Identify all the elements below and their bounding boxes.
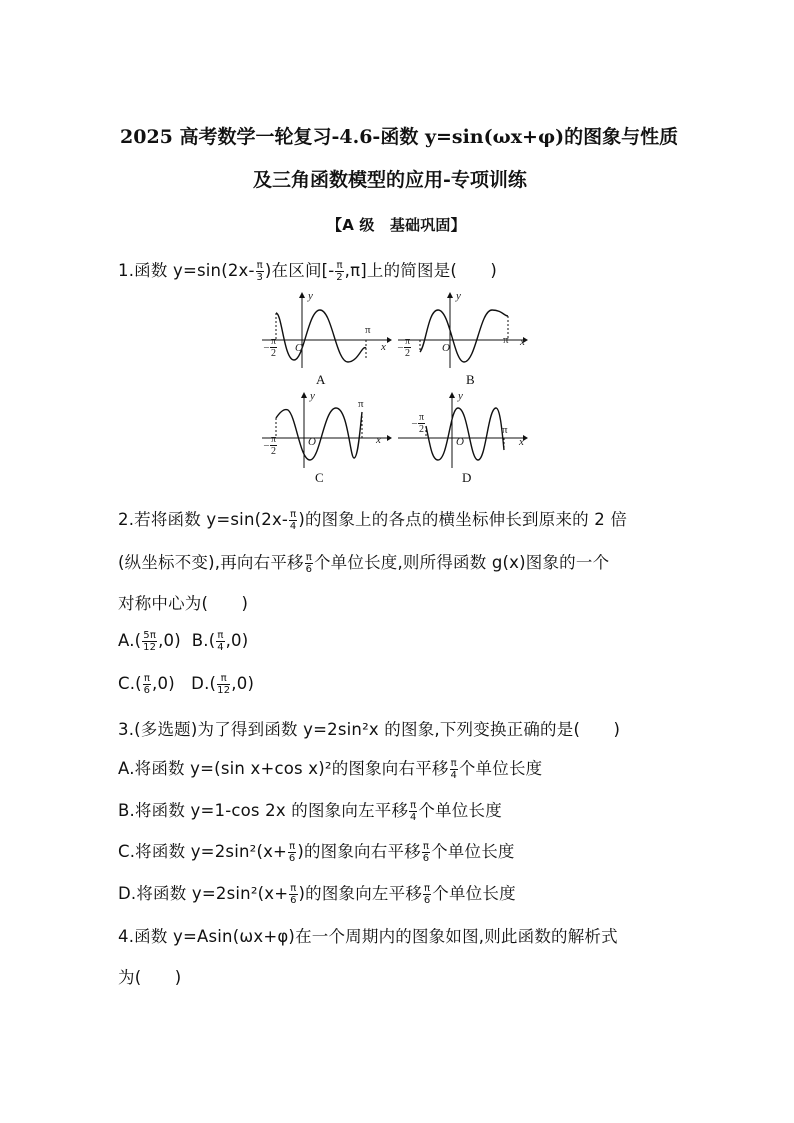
- x-label: x: [376, 434, 381, 446]
- curve: [276, 408, 362, 460]
- y-axis-arrow: [301, 392, 307, 398]
- question-2-options-ab: [118, 630, 248, 653]
- frac-num: π: [405, 336, 411, 347]
- frac-num: 5π: [143, 630, 157, 641]
- q1-text-pre: 1.函数 y=sin(2x-: [118, 261, 255, 280]
- frac-den: 6: [422, 853, 430, 864]
- frac-den: 3: [256, 272, 264, 283]
- frac-den: 2: [419, 424, 425, 435]
- y-label: y: [456, 290, 461, 302]
- question-4-line1: 4.函数 y=Asin(ωx+φ)在一个周期内的图象如图,则此函数的解析式: [118, 927, 618, 946]
- q1-text-mid: )在区间[-: [264, 261, 335, 280]
- question-2-options-cd: [118, 673, 254, 696]
- frac-num: π: [305, 552, 312, 563]
- graph-b: [398, 290, 528, 370]
- curve: [276, 310, 366, 362]
- opt-text: 个单位长度: [432, 884, 516, 903]
- graph-a-svg: [262, 290, 392, 370]
- fraction: [335, 260, 343, 283]
- frac-num: π: [290, 509, 297, 520]
- question-1: [118, 257, 497, 283]
- pi-label: π: [365, 324, 371, 336]
- fraction: [409, 800, 417, 823]
- question-2-line2: [118, 549, 609, 575]
- q2-text: 个单位长度,则所得函数 g(x)图象的一个: [313, 553, 610, 572]
- opt-text: A.将函数 y=(sin x+cos x)²的图象向右平移: [118, 759, 449, 778]
- question-3-option-b: [118, 797, 502, 823]
- q2-text: 2.若将函数 y=sin(2x-: [118, 510, 289, 529]
- option-b: [191, 630, 249, 653]
- page-title-line1: 2025 高考数学一轮复习-4.6-函数 y=sin(ωx+φ)的图象与性质: [120, 126, 679, 148]
- x-axis-arrow: [387, 435, 392, 441]
- fraction: [256, 260, 264, 283]
- opt-text: 个单位长度: [458, 759, 543, 778]
- graph-a: [262, 290, 392, 370]
- opt-text: 个单位长度: [431, 842, 515, 861]
- option-c: [118, 673, 175, 696]
- question-2-line1: [118, 506, 627, 532]
- question-3-option-d: [118, 880, 516, 906]
- frac-den: 6: [288, 853, 296, 864]
- opt-text: C.将函数 y=2sin²(x+: [118, 842, 288, 861]
- y-axis-arrow: [449, 392, 455, 398]
- frac-den: 2: [271, 446, 277, 457]
- frac-num: π: [271, 336, 277, 347]
- fraction: [289, 509, 297, 532]
- opt-text: 个单位长度: [418, 801, 502, 820]
- q1-text-post: ,π]上的简图是( ): [344, 261, 498, 280]
- y-label: y: [310, 390, 315, 402]
- fraction: [288, 841, 296, 864]
- x-label: x: [381, 341, 386, 353]
- fraction: [143, 673, 151, 696]
- opt-text: ,0): [152, 674, 175, 693]
- frac-den: 2: [336, 272, 343, 283]
- frac-den: 2: [405, 348, 411, 359]
- origin-label: O: [442, 342, 450, 354]
- opt-text: C.(: [118, 674, 142, 693]
- frac-den: 4: [450, 770, 458, 781]
- frac-den: 12: [143, 642, 157, 653]
- x-label: x: [519, 436, 524, 448]
- neg-pi-half-label: – $\frac{\pi}{2}$: [412, 412, 425, 435]
- frac-num: π: [424, 883, 431, 894]
- fraction: [450, 758, 458, 781]
- fraction: [142, 630, 157, 653]
- frac-den: 6: [143, 685, 151, 696]
- graph-d: [398, 390, 528, 470]
- fraction: [289, 883, 297, 906]
- opt-text: A.(: [118, 631, 142, 650]
- opt-text: B.(: [191, 631, 216, 650]
- opt-text: ,0): [225, 631, 249, 650]
- frac-num: π: [217, 630, 224, 641]
- frac-den: 2: [271, 348, 277, 359]
- neg-pi-half-label: – $\frac{\pi}{2}$: [398, 336, 411, 359]
- neg-pi-half-label: – $\frac{\pi}{2}$: [264, 336, 277, 359]
- opt-text: )的图象向左平移: [298, 884, 423, 903]
- fraction: [217, 673, 230, 696]
- opt-text: )的图象向右平移: [297, 842, 421, 861]
- frac-num: π: [410, 800, 417, 811]
- graph-c: [262, 390, 392, 470]
- y-axis-arrow: [447, 292, 453, 298]
- opt-text: ,0): [158, 631, 181, 650]
- opt-text: D.(: [191, 674, 217, 693]
- frac-num: π: [271, 434, 277, 445]
- pi-label: π: [502, 424, 508, 436]
- graph-a-caption: A: [316, 372, 326, 387]
- frac-den: 4: [289, 521, 297, 532]
- x-label: x: [520, 336, 525, 348]
- question-2-line3: 对称中心为( ): [118, 594, 249, 613]
- frac-num: π: [217, 673, 230, 685]
- section-heading: 【A 级 基础巩固】: [327, 216, 466, 234]
- y-label: y: [308, 290, 313, 302]
- fraction: [422, 841, 430, 864]
- curve: [420, 310, 508, 362]
- pi-label: π: [503, 334, 509, 346]
- frac-num: π: [419, 412, 425, 423]
- x-axis-arrow: [387, 337, 392, 343]
- fraction: [423, 883, 431, 906]
- graph-c-caption: C: [315, 470, 324, 485]
- question-3-option-a: [118, 755, 542, 781]
- frac-den: 6: [423, 895, 431, 906]
- opt-text: ,0): [231, 674, 255, 693]
- frac-num: π: [289, 841, 296, 852]
- graph-b-caption: B: [466, 372, 475, 387]
- question-3-stem: 3.(多选题)为了得到函数 y=2sin²x 的图象,下列变换正确的是( ): [118, 720, 621, 739]
- graph-c-svg: [262, 390, 392, 470]
- question-3-option-c: [118, 838, 515, 864]
- q2-text: )的图象上的各点的横坐标伸长到原来的 2 倍: [298, 510, 628, 529]
- frac-den: 4: [410, 812, 417, 823]
- fraction: [305, 552, 313, 575]
- fraction: [216, 630, 224, 653]
- curve: [426, 408, 504, 460]
- page-title-line2: 及三角函数模型的应用-专项训练: [253, 169, 527, 191]
- frac-num: π: [422, 841, 430, 852]
- frac-num: π: [143, 673, 151, 684]
- origin-label: O: [456, 436, 464, 448]
- q2-text: (纵坐标不变),再向右平移: [118, 553, 304, 572]
- graph-d-caption: D: [462, 470, 472, 485]
- question-4-line2: 为( ): [118, 968, 182, 987]
- opt-text: D.将函数 y=2sin²(x+: [118, 884, 289, 903]
- frac-num: π: [290, 883, 297, 894]
- frac-den: 6: [305, 564, 313, 575]
- frac-den: 6: [290, 895, 297, 906]
- frac-num: π: [450, 758, 457, 769]
- y-label: y: [458, 390, 463, 402]
- origin-label: O: [308, 436, 316, 448]
- origin-label: O: [295, 342, 303, 354]
- frac-den: 12: [217, 685, 231, 696]
- graph-b-svg: [398, 290, 528, 370]
- frac-num: π: [256, 260, 263, 271]
- neg-pi-half-label: – $\frac{\pi}{2}$: [264, 434, 277, 457]
- y-axis-arrow: [299, 292, 305, 298]
- pi-label: π: [358, 398, 364, 410]
- frac-den: 4: [217, 642, 224, 653]
- option-a: [118, 630, 181, 653]
- option-d: [191, 673, 255, 696]
- opt-text: B.将函数 y=1-cos 2x 的图象向左平移: [118, 801, 409, 820]
- frac-num: π: [336, 260, 343, 271]
